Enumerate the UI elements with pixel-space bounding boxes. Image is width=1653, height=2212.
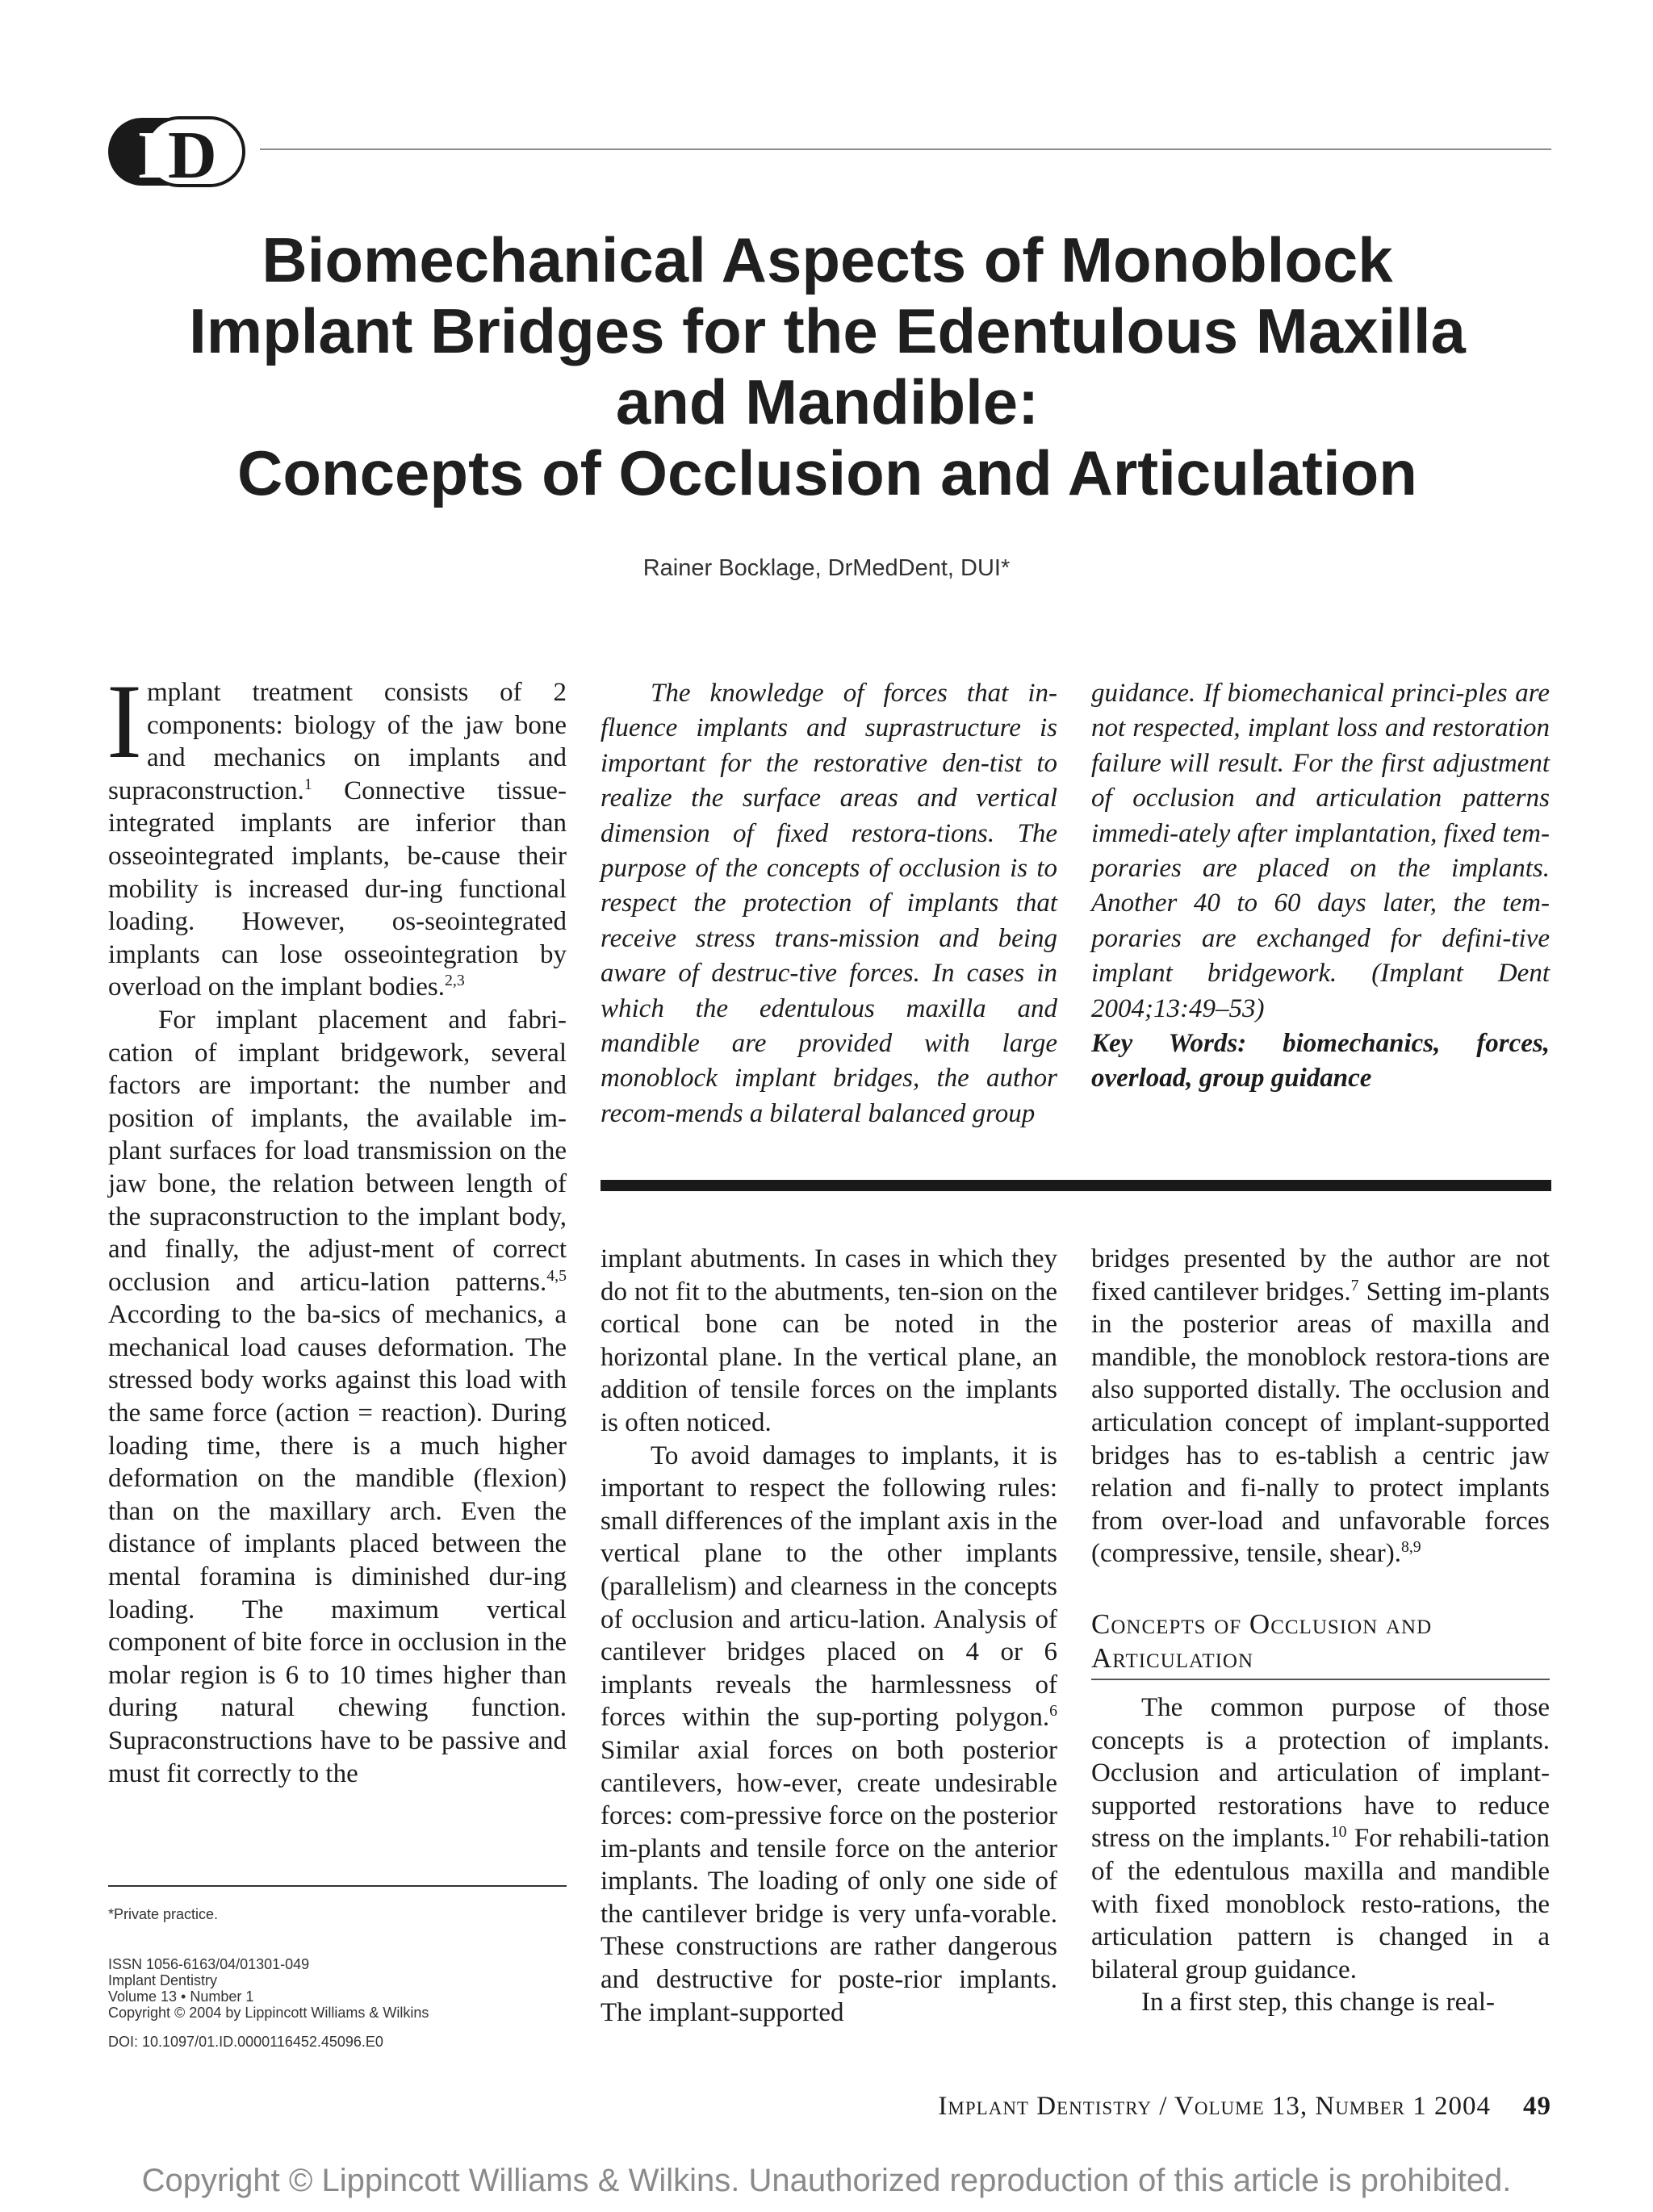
citation-ref: 4,5 xyxy=(546,1266,567,1285)
copyright-note: Copyright © 2004 by Lippincott Williams & Wilkins xyxy=(108,2005,429,2021)
body-column-1 xyxy=(107,662,567,1790)
citation-ref: 8,9 xyxy=(1400,1538,1421,1557)
publication-info xyxy=(108,1956,429,2021)
paragraph-text: According to the ba-sics of mechanics, a mechanical load causes deformation. The stressed body works against this load with the same force (action = reaction). During loading time, there is a much higher deformation on the mandible (flexion) than on the maxillary arch. Even the distance of implants placed between the mental foramina is diminished dur-ing loading. The maximum vertical component of bite force in occlusion in the molar region is 6 to 10 times higher than during natural chewing function. Supraconstructions have to be passive and must fit correctly to the xyxy=(108,1300,567,1788)
running-footer xyxy=(938,2092,1551,2122)
paragraph-text: mplant treatment consists of 2 components: biology of the jaw bone and mechanics on implants and supraconstruction. xyxy=(108,678,567,805)
body-paragraph xyxy=(108,1004,567,1790)
title-line: Biomechanical Aspects of Monoblock xyxy=(262,224,1393,295)
paragraph-text: Setting im-plants in the posterior areas of maxilla and mandible, the monoblock restora-tions are also supported distally. The occlusion and articulation concept of implant-supported bridges has to es-tablish a centric jaw relation and fi-nally to protect implants from over-load and unfavorable forces (compressive, tensile, shear). xyxy=(1091,1277,1550,1569)
footnote-rule xyxy=(108,1885,567,1887)
paragraph-text: For implant placement and fabri-cation of implant bridgework, several factors are important: the number and position of implants, the available im-plant surfaces for load transmission on the jaw bone, the relation between length of the supraconstruction to the implant body, and finally, the adjust-ment of correct occlusion and articu-lation patterns. xyxy=(108,1005,567,1297)
abstract-text: guidance. If biomechanical princi-ples are not respected, implant loss and restoration failure will result. For the first adjustment of occlusion and articulation patterns immedi-ately after implantation, fixed tem-poraries are placed on the implants. Another 40 to 60 days later, the tem-poraries are exchanged for defini-tive implant bridgework. (Implant Dent 2004;13:49–53) xyxy=(1091,679,1550,1023)
doi: DOI: 10.1097/01.ID.0000116452.45096.E0 xyxy=(108,2034,383,2050)
citation-ref: 10 xyxy=(1330,1823,1347,1842)
abstract-divider xyxy=(601,1180,1551,1191)
drop-cap: I xyxy=(107,662,142,780)
citation-ref: 6 xyxy=(1049,1702,1057,1721)
body-paragraph xyxy=(601,1440,1057,2030)
body-column-3 xyxy=(1091,1243,1550,2019)
keywords: Key Words: biomechanics, forces, overload, group guidance xyxy=(1091,1029,1550,1093)
paragraph-text: The common purpose of those concepts is a protection of implants. Occlusion and articulation of implant-supported restorations have to reduce stress on the implants. xyxy=(1091,1692,1550,1854)
citation-ref: 7 xyxy=(1350,1276,1359,1294)
intro-paragraph xyxy=(107,662,567,1004)
section-heading: Concepts of Occlusion and Articulation xyxy=(1091,1608,1550,1680)
header-rule xyxy=(260,148,1551,150)
paragraph-text: For rehabili-tation of the edentulous maxilla and mandible with fixed monoblock resto-rations, the articulation pattern is changed in a bilateral group guidance. xyxy=(1091,1824,1550,1984)
volume-info: Volume 13 • Number 1 xyxy=(108,1988,254,2005)
copyright-banner: Copyright © Lippincott Williams & Wilkins. Unauthorized reproduction of this article is prohibited. xyxy=(141,2163,1512,2198)
body-paragraph xyxy=(1091,1243,1550,1570)
article-title xyxy=(81,224,1574,508)
svg-text:I: I xyxy=(137,118,164,189)
paragraph-text: Similar axial forces on both posterior cantilevers, how-ever, create undesirable forces: com-pressive force on the posterior im-plants and tensile force on the anterior implants. The loading of only one side of the cantilever bridge is very unfa-vorable. These constructions are rather dangerous and destructive for poste-rior implants. The implant-supported xyxy=(601,1735,1057,2027)
body-paragraph xyxy=(1091,1691,1550,1986)
svg-text:D: D xyxy=(168,118,217,189)
issn: ISSN 1056-6163/04/01301-049 xyxy=(108,1956,310,1972)
abstract-part-1: The knowledge of forces that in-fluence implants and suprastructure is important for the restorative den-tist to realize the surface areas and vertical dimension of fixed restora-tions. The purpose of the concepts of occlusion is to respect the protection of implants that receive stress trans-mission and being aware of destruc-tive forces. In cases in which the edentulous maxilla and mandible are provided with large monoblock implant bridges, the author recom-mends a bilateral balanced group xyxy=(601,679,1057,1128)
affiliation-footnote: *Private practice. xyxy=(108,1906,219,1922)
author-line: Rainer Bocklage, DrMedDent, DUI* xyxy=(642,555,1011,581)
body-paragraph: implant abutments. In cases in which they do not fit to the abutments, ten-sion on the cortical bone can be noted in the horizontal plane. In the vertical plane, an addition of tensile forces on the implants is often noticed. xyxy=(601,1244,1057,1437)
title-line: Concepts of Occlusion and Articulation xyxy=(237,437,1417,508)
journal-name: Implant Dentistry xyxy=(108,1972,218,1988)
title-line: Implant Bridges for the Edentulous Maxilla xyxy=(189,295,1466,366)
paragraph-text: bridges presented by the author are not fixed cantilever bridges. xyxy=(1091,1244,1550,1307)
citation-ref: 1 xyxy=(303,775,312,793)
body-column-2 xyxy=(601,1243,1057,2029)
paragraph-text: Connective tissue-integrated implants are inferior than osseointegrated implants, be-cause their mobility is increased dur-ing functional loading. However, os-seointegrated implants can lose osseointegration by overload on the implant bodies. xyxy=(108,776,567,1002)
citation-ref: 2,3 xyxy=(445,972,465,990)
paragraph-text: To avoid damages to implants, it is important to respect the following rules: small differences of the implant axis in the vertical plane to the other implants (parallelism) and clearness in the concepts of occlusion and articu-lation. Analysis of cantilever bridges placed on 4 or 6 implants reveals the harmlessness of forces within the sup-porting polygon. xyxy=(601,1441,1057,1733)
running-journal: Implant Dentistry / Volume 13, Number 1 2004 xyxy=(938,2092,1491,2121)
body-paragraph: In a first step, this change is real- xyxy=(1141,1988,1496,2018)
page-number: 49 xyxy=(1523,2092,1551,2121)
title-line: and Mandible: xyxy=(615,366,1040,437)
journal-logo xyxy=(107,115,245,189)
abstract-part-2 xyxy=(1091,676,1550,1097)
